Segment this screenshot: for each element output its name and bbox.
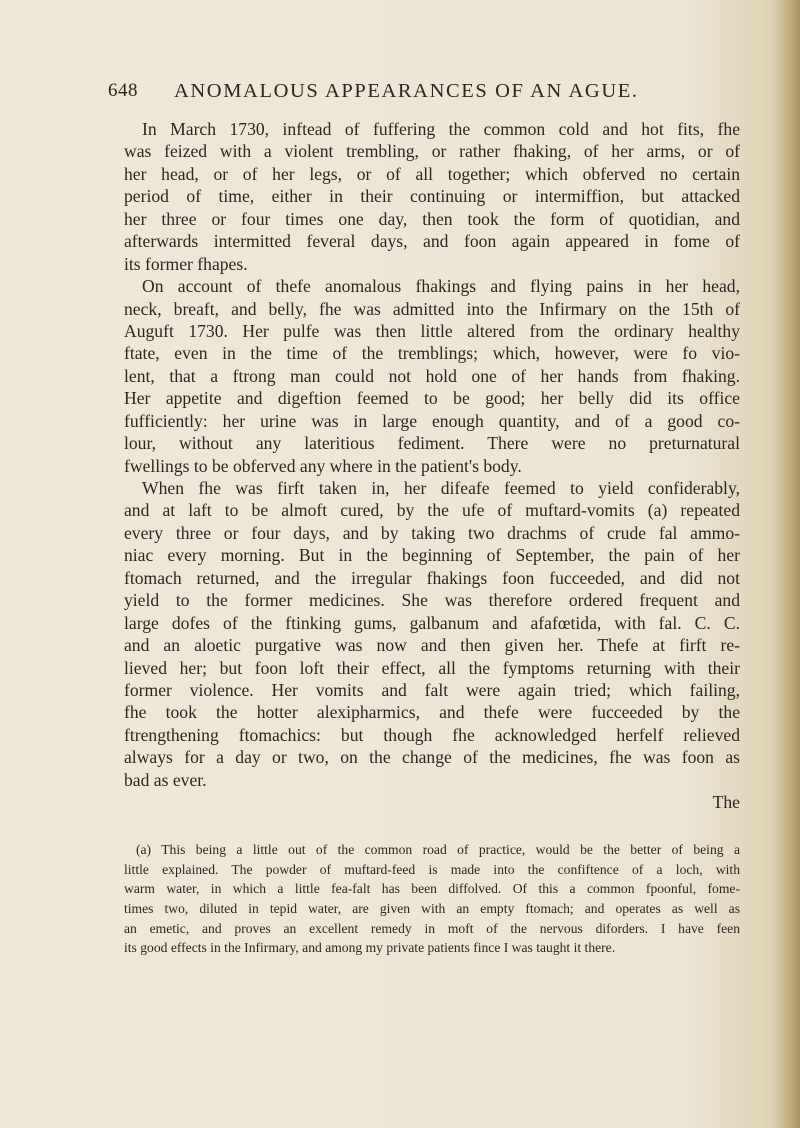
text-line: Auguft 1730. Her pulfe was then little altered from the ordinary healthy bbox=[124, 320, 740, 341]
page-header bbox=[108, 80, 718, 116]
text-line: fufficiently: her urine was in large enough quantity, and of a good co- bbox=[124, 410, 740, 431]
text-line: her head, or of her legs, or of all together; which obferved no certain bbox=[124, 163, 740, 184]
text-line: neck, breaft, and belly, fhe was admitted into the Infirmary on the 15th of bbox=[124, 298, 740, 319]
text-line: In March 1730, inftead of fuffering the common cold and hot fits, fhe bbox=[142, 119, 740, 139]
text-line: afterwards intermitted feveral days, and foon again appeared in fome of bbox=[124, 231, 740, 252]
text-line: was feized with a violent trembling, or rather fhaking, of her arms, or of bbox=[124, 141, 740, 162]
footnote-line: little explained. The powder of muftard-feed is made into the confiftence of a loch, with bbox=[124, 861, 740, 877]
footnote-line: an emetic, and proves an excellent remedy in moft of the nervous diforders. I have feen bbox=[124, 920, 740, 936]
text-line: fhe took the hotter alexipharmics, and thefe were fucceeded by the bbox=[124, 702, 740, 723]
footnote-line: warm water, in which a little fea-falt has been diffolved. Of this a common fpoonful, fome- bbox=[124, 881, 740, 897]
text-line: lour, without any lateritious fediment. There were no preturnatural bbox=[124, 433, 740, 454]
text-line: On account of thefe anomalous fhakings and flying pains in her head, bbox=[142, 276, 740, 297]
text-line: every three or four days, and by taking two drachms of crude fal ammo- bbox=[124, 522, 740, 543]
footnote bbox=[124, 840, 740, 958]
text-line: its former fhapes. bbox=[124, 253, 248, 274]
text-line: When fhe was firft taken in, her difeafe feemed to yield confiderably, bbox=[142, 478, 740, 498]
text-line: ftomach returned, and the irregular fhakings foon fucceeded, and did not bbox=[124, 567, 740, 588]
text-line: and an aloetic purgative was now and then given her. Thefe at firft re- bbox=[124, 635, 740, 656]
text-line: former violence. Her vomits and falt were again tried; which failing, bbox=[124, 679, 740, 700]
text-line: ftrengthening ftomachics: but though fhe acknowledged herfelf relieved bbox=[124, 724, 740, 745]
text-line: her three or four times one day, then took the form of quotidian, and bbox=[124, 208, 740, 229]
text-line: bad as ever. bbox=[124, 769, 207, 790]
body-text bbox=[124, 118, 740, 814]
footnote-line: times two, diluted in tepid water, are given with an empty ftomach; and operates as well as bbox=[124, 901, 740, 917]
running-head: ANOMALOUS APPEARANCES OF AN AGUE. bbox=[174, 80, 639, 102]
text-line: lieved her; but foon loft their effect, all the fymptoms returning with their bbox=[124, 657, 740, 678]
catchword: The bbox=[712, 792, 740, 813]
text-line: yield to the former medicines. She was therefore ordered frequent and bbox=[124, 590, 740, 611]
text-line: period of time, either in their continuing or intermiffion, but attacked bbox=[124, 186, 740, 207]
text-line: ftate, even in the time of the tremblings; which, however, were fo vio- bbox=[124, 343, 740, 364]
text-line: always for a day or two, on the change of the medicines, fhe was foon as bbox=[124, 747, 740, 768]
text-line: Her appetite and digeftion feemed to be good; her belly did its office bbox=[124, 388, 740, 409]
text-line: and at laft to be almoft cured, by the ufe of muftard-vomits (a) repeated bbox=[124, 500, 740, 521]
text-line: large dofes of the ftinking gums, galbanum and afafœtida, with fal. C. C. bbox=[124, 612, 740, 633]
text-line: lent, that a ftrong man could not hold one of her hands from fhaking. bbox=[124, 365, 740, 386]
footnote-line: its good effects in the Infirmary, and among my private patients fince I was taught it there. bbox=[124, 940, 616, 956]
text-line: fwellings to be obferved any where in the patient's body. bbox=[124, 455, 522, 476]
footnote-line: (a) This being a little out of the common road of practice, would be the better of being a bbox=[136, 842, 740, 857]
text-line: niac every morning. But in the beginning of September, the pain of her bbox=[124, 545, 740, 566]
page-edge-shadow bbox=[774, 0, 800, 1128]
page-number: 648 bbox=[108, 80, 138, 101]
